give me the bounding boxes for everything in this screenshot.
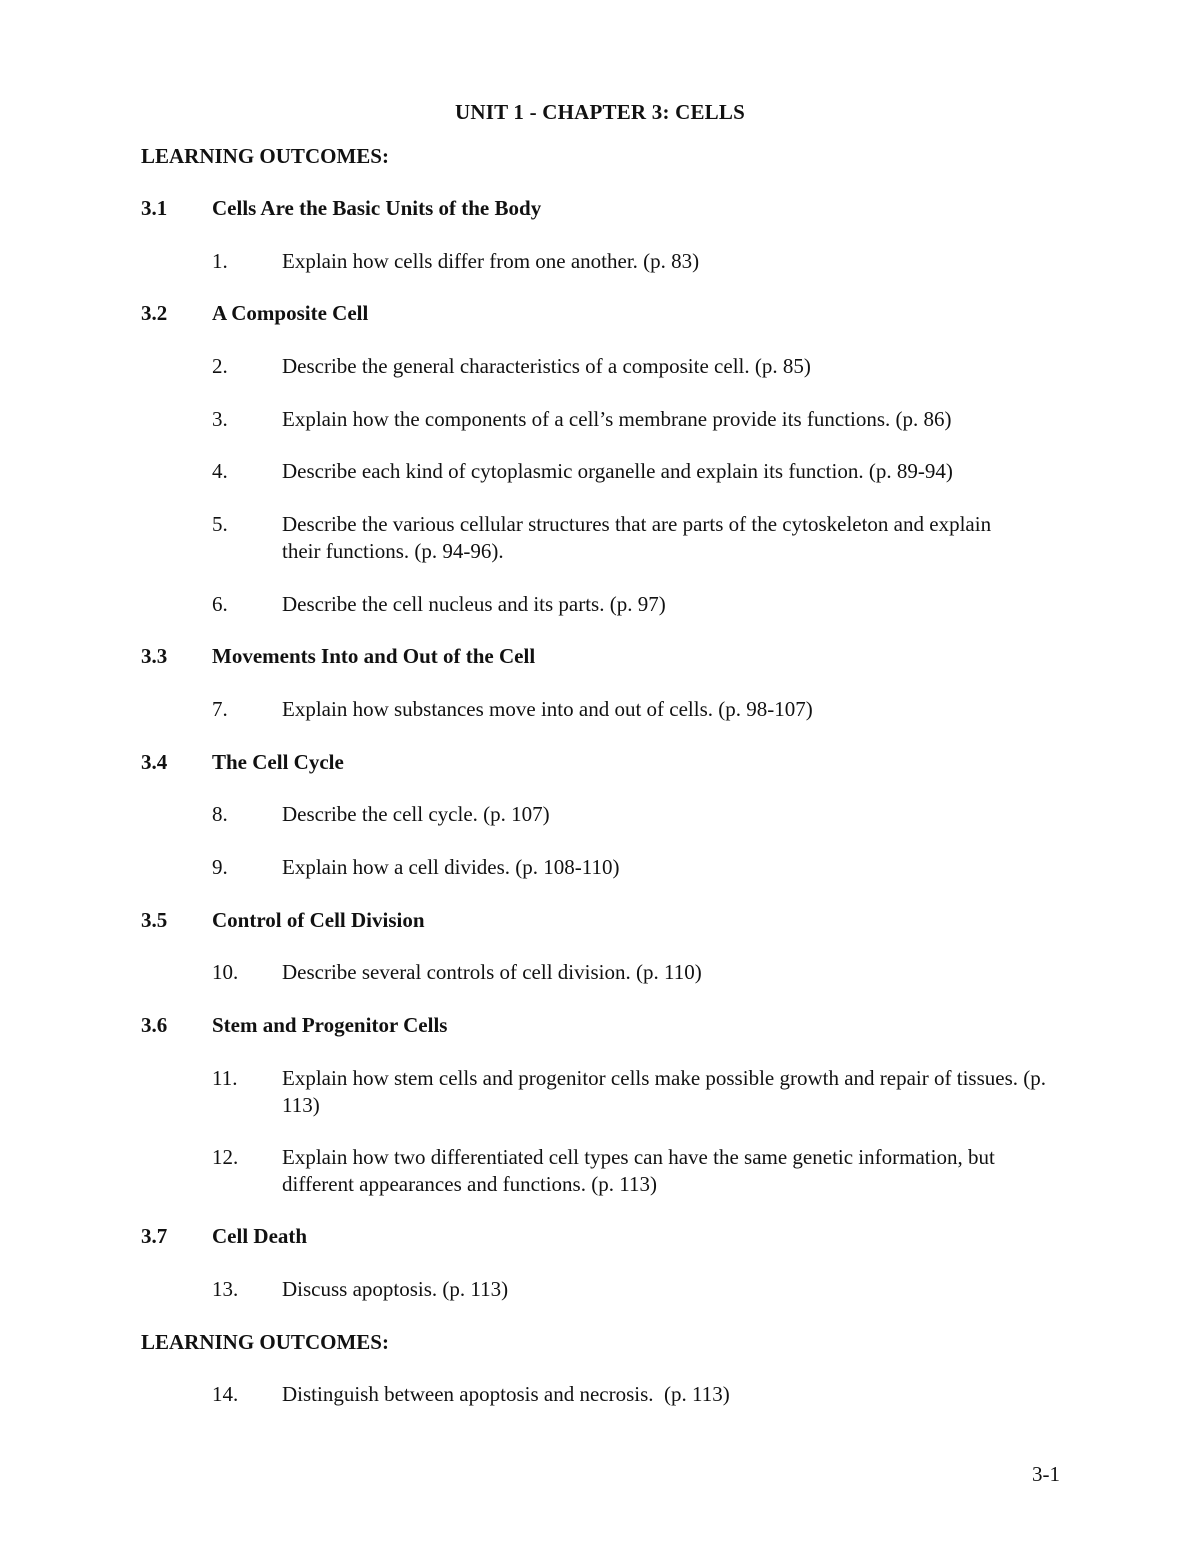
item-number: 1. bbox=[212, 249, 228, 273]
item-text: Describe the various cellular structures that are parts of the cytoskeleton and explain their functions. (p. 94-96). bbox=[282, 512, 992, 563]
section-title: Cells Are the Basic Units of the Body bbox=[212, 196, 542, 220]
section-number: 3.2 bbox=[141, 301, 168, 325]
list-item bbox=[212, 1381, 1062, 1408]
section-heading bbox=[141, 749, 1061, 776]
section-title: Movements Into and Out of the Cell bbox=[212, 644, 536, 668]
item-text: Explain how the components of a cell’s membrane provide its functions. (p. 86) bbox=[282, 407, 952, 431]
list-item bbox=[212, 511, 1062, 565]
item-number: 5. bbox=[212, 512, 228, 536]
section-number: 3.1 bbox=[141, 196, 168, 220]
item-number: 4. bbox=[212, 459, 228, 483]
list-item bbox=[212, 1144, 1062, 1198]
section-title: Control of Cell Division bbox=[212, 908, 425, 932]
section-number: 3.5 bbox=[141, 908, 168, 932]
item-number: 11. bbox=[212, 1066, 238, 1090]
item-number: 7. bbox=[212, 697, 228, 721]
section-heading bbox=[141, 1012, 1061, 1039]
item-text: Distinguish between apoptosis and necrosis. (p. 113) bbox=[282, 1382, 730, 1406]
section-number: 3.7 bbox=[141, 1224, 168, 1248]
section-title: The Cell Cycle bbox=[212, 750, 344, 774]
section-title: Cell Death bbox=[212, 1224, 308, 1248]
list-item bbox=[212, 406, 1062, 433]
item-text: Describe the cell nucleus and its parts. (p. 97) bbox=[282, 592, 666, 616]
section-heading bbox=[141, 643, 1061, 670]
list-item bbox=[212, 458, 1062, 485]
section-heading bbox=[141, 1223, 1061, 1250]
item-text: Explain how a cell divides. (p. 108-110) bbox=[282, 855, 620, 879]
list-item bbox=[212, 248, 1062, 275]
page-number: 3-1 bbox=[1032, 1462, 1060, 1486]
section-number: 3.6 bbox=[141, 1013, 168, 1037]
section-heading bbox=[141, 300, 1061, 327]
item-text: Describe the cell cycle. (p. 107) bbox=[282, 802, 550, 826]
list-item bbox=[212, 1065, 1062, 1119]
item-number: 6. bbox=[212, 592, 228, 616]
list-item bbox=[212, 854, 1062, 881]
list-item bbox=[212, 696, 1062, 723]
item-number: 14. bbox=[212, 1382, 239, 1406]
section-number: 3.4 bbox=[141, 750, 168, 774]
item-number: 8. bbox=[212, 802, 228, 826]
page-title: UNIT 1 - CHAPTER 3: CELLS bbox=[455, 100, 745, 124]
section-heading bbox=[141, 195, 1061, 222]
item-text: Explain how cells differ from one another. (p. 83) bbox=[282, 249, 700, 273]
item-text: Explain how stem cells and progenitor cells make possible growth and repair of tissues. (p. 113) bbox=[282, 1066, 1046, 1117]
item-number: 12. bbox=[212, 1145, 239, 1169]
section-number: 3.3 bbox=[141, 644, 168, 668]
item-text: Explain how two differentiated cell types can have the same genetic information, but different appearances and functions. (p. 113) bbox=[282, 1145, 995, 1196]
list-item bbox=[212, 591, 1062, 618]
item-number: 9. bbox=[212, 855, 228, 879]
list-item bbox=[212, 959, 1062, 986]
learning-outcomes-heading: LEARNING OUTCOMES: bbox=[141, 1330, 389, 1354]
section-heading bbox=[141, 907, 1061, 934]
item-number: 2. bbox=[212, 354, 228, 378]
list-item bbox=[212, 353, 1062, 380]
list-item bbox=[212, 1276, 1062, 1303]
item-text: Discuss apoptosis. (p. 113) bbox=[282, 1277, 509, 1301]
section-title: A Composite Cell bbox=[212, 301, 369, 325]
item-text: Describe several controls of cell division. (p. 110) bbox=[282, 960, 702, 984]
item-number: 3. bbox=[212, 407, 228, 431]
section-title: Stem and Progenitor Cells bbox=[212, 1013, 448, 1037]
item-number: 10. bbox=[212, 960, 239, 984]
item-text: Describe each kind of cytoplasmic organelle and explain its function. (p. 89-94) bbox=[282, 459, 953, 483]
learning-outcomes-heading: LEARNING OUTCOMES: bbox=[141, 144, 389, 168]
item-text: Explain how substances move into and out of cells. (p. 98-107) bbox=[282, 697, 813, 721]
item-text: Describe the general characteristics of a composite cell. (p. 85) bbox=[282, 354, 811, 378]
item-number: 13. bbox=[212, 1277, 239, 1301]
list-item bbox=[212, 801, 1062, 828]
